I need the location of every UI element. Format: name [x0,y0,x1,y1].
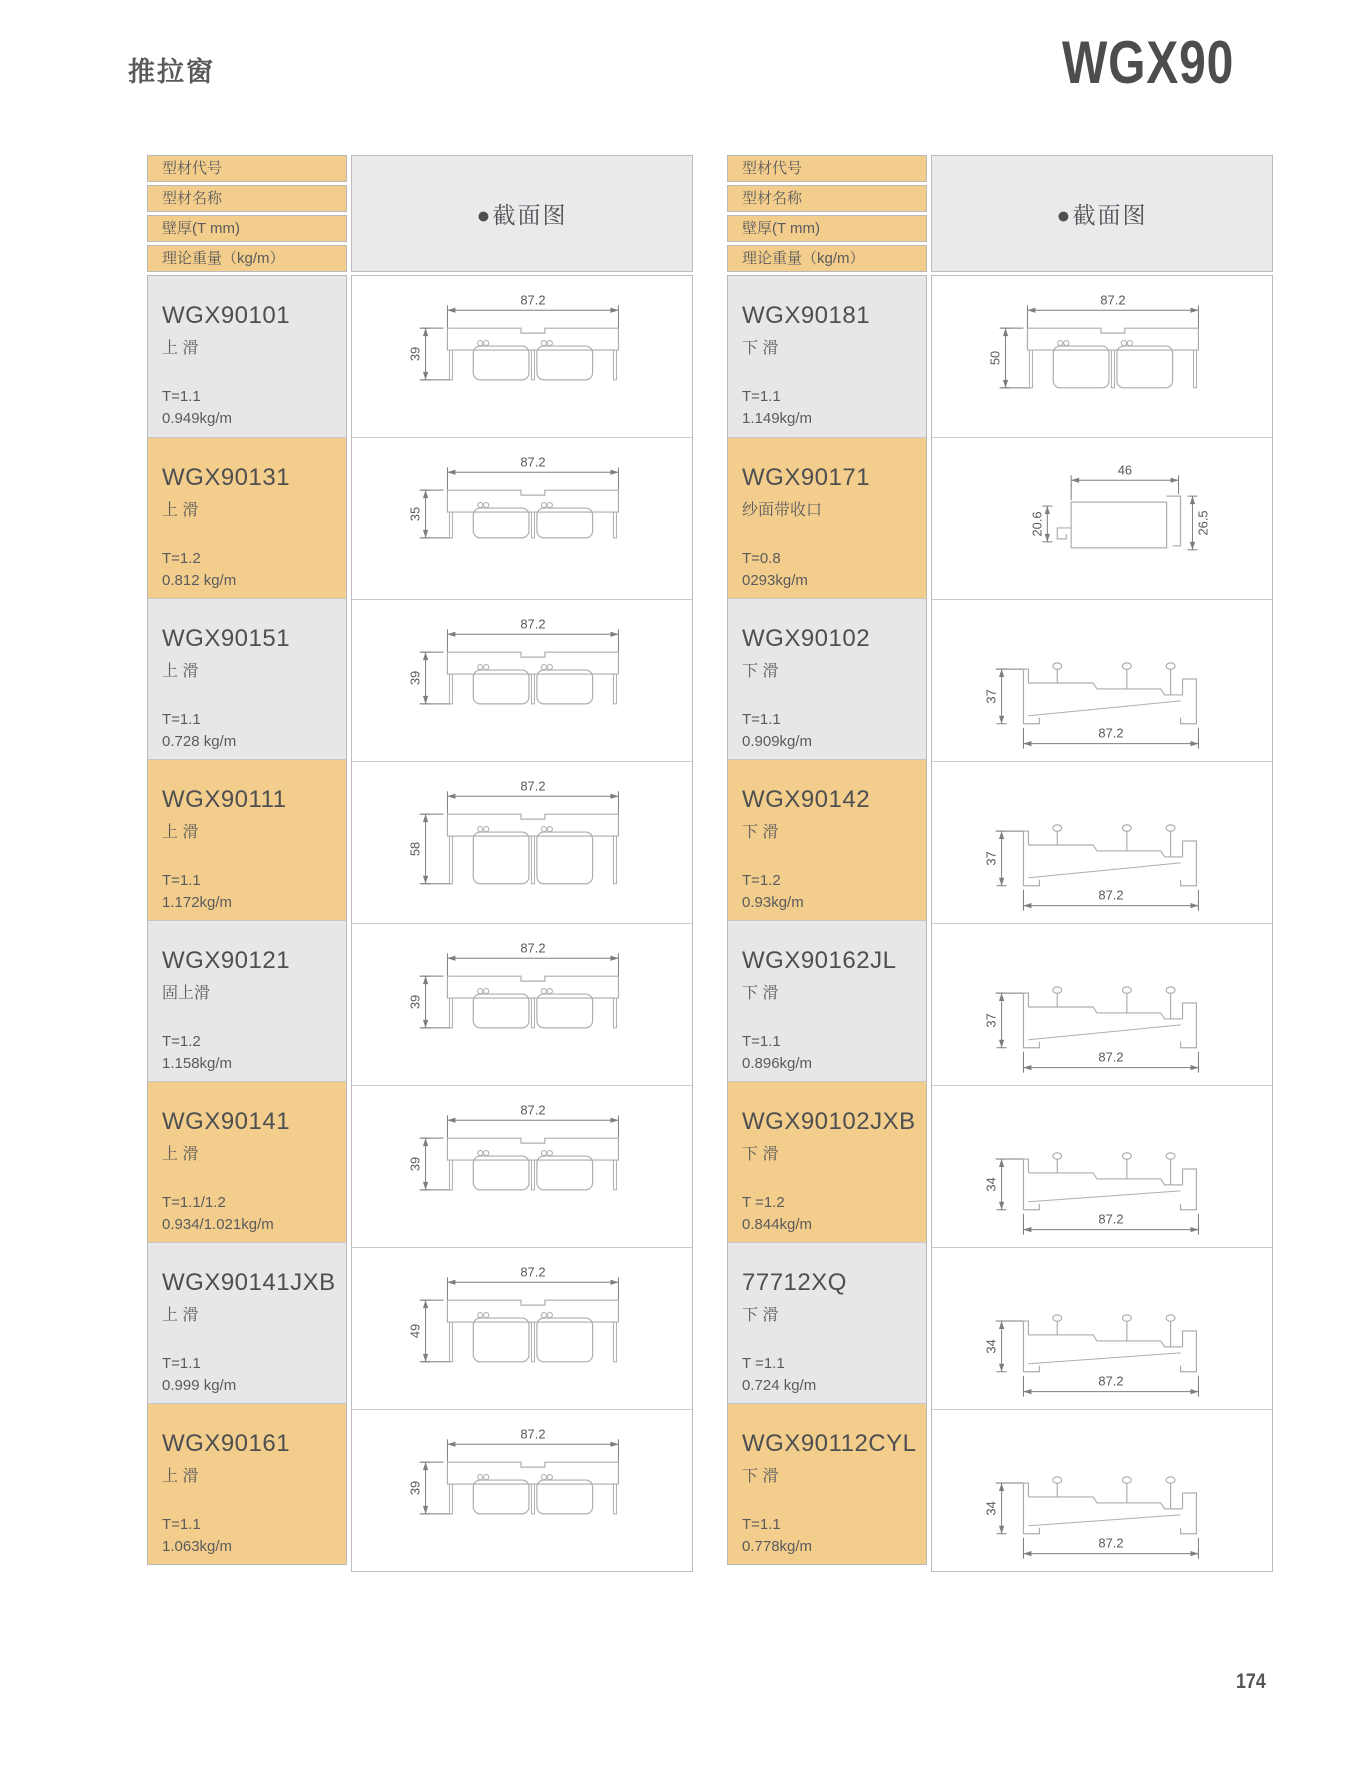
svg-text:87.2: 87.2 [1098,887,1124,903]
svg-text:39: 39 [407,1480,423,1496]
profile-weight: 1.158kg/m [162,1055,233,1072]
header-profile-name: 型材名称 [147,185,347,212]
section-diagram [932,923,1272,1085]
svg-text:46: 46 [1117,462,1133,478]
svg-text:87.2: 87.2 [1098,1049,1124,1065]
section-diagram [932,1409,1272,1571]
svg-text:87.2: 87.2 [520,940,546,956]
profile-code: WGX90142 [742,786,871,813]
section-diagram [932,599,1272,761]
profile-name: 上 滑 [162,1146,199,1163]
profile-code: WGX90111 [162,786,287,813]
profile-code: WGX90151 [162,625,291,652]
profile-code: WGX90141JXB [162,1269,336,1296]
profile-weight: 0.724 kg/m [742,1377,817,1394]
profile-code: 77712XQ [742,1269,847,1296]
svg-text:37: 37 [983,851,999,866]
section-diagram [352,761,692,923]
svg-text:87.2: 87.2 [520,454,546,470]
svg-text:87.2: 87.2 [1098,725,1124,741]
svg-text:87.2: 87.2 [520,1426,546,1442]
profile-row-label [148,1081,346,1242]
profile-row-label [148,1242,346,1403]
page-category: 推拉窗 [128,57,215,87]
svg-text:39: 39 [407,994,423,1010]
profile-weight: 0.778kg/m [742,1538,813,1555]
svg-text:87.2: 87.2 [1098,1373,1124,1389]
profile-thickness: T=1.1 [162,1516,201,1533]
svg-text:34: 34 [983,1339,999,1354]
profile-name: 下 滑 [742,340,779,357]
svg-text:20.6: 20.6 [1029,511,1045,537]
profile-name: 下 滑 [742,1307,779,1324]
profile-name: 下 滑 [742,1468,779,1485]
profile-code: WGX90102 [742,625,871,652]
section-diagram [352,1247,692,1409]
profile-code: WGX90112CYL [742,1430,917,1457]
profile-weight: 0.909kg/m [742,733,813,750]
svg-text:87.2: 87.2 [520,616,546,632]
profile-weight: 0293kg/m [742,572,808,589]
table-body-labels [147,275,347,1565]
svg-text:37: 37 [983,1013,999,1028]
profile-name: 上 滑 [162,1468,199,1485]
svg-text:87.2: 87.2 [520,1264,546,1280]
profile-row-label [148,437,346,598]
svg-text:26.5: 26.5 [1195,510,1211,536]
header-profile-code: 型材代号 [147,155,347,182]
profile-thickness: T=1.1 [742,388,781,405]
profile-thickness: T =1.1 [742,1355,785,1372]
profile-weight: 0.949kg/m [162,410,233,427]
profile-code: WGX90161 [162,1430,291,1457]
profile-name: 上 滑 [162,502,199,519]
table-header-labels [147,155,347,275]
header-theoretical-weight: 理论重量（kg/m） [727,245,927,272]
profile-code: WGX90101 [162,302,291,329]
profile-row-label [148,759,346,920]
profile-weight: 0.844kg/m [742,1216,813,1233]
profile-name: 下 滑 [742,985,779,1002]
profile-thickness: T=1.2 [742,872,781,889]
profile-row-label [148,1403,346,1564]
svg-text:39: 39 [407,346,423,362]
svg-text:34: 34 [983,1177,999,1192]
profile-row-label [728,598,926,759]
profile-row-label [148,920,346,1081]
section-diagram [932,1085,1272,1247]
profile-name: 下 滑 [742,1146,779,1163]
profile-name: 纱面带收口 [742,502,823,519]
svg-text:87.2: 87.2 [520,292,546,308]
table-body-diagrams [931,275,1273,1572]
profile-name: 下 滑 [742,824,779,841]
profile-name: 固上滑 [162,985,211,1002]
profile-code: WGX90141 [162,1108,291,1135]
svg-text:34: 34 [983,1501,999,1516]
table-header-labels [727,155,927,275]
svg-text:39: 39 [407,670,423,686]
profile-code: WGX90131 [162,464,291,491]
profile-row-label [728,759,926,920]
profile-name: 上 滑 [162,340,199,357]
section-diagram [352,923,692,1085]
page-series-title: WGX90 [1061,29,1234,96]
profile-thickness: T=1.1 [742,1516,781,1533]
svg-text:87.2: 87.2 [520,1102,546,1118]
header-profile-code: 型材代号 [727,155,927,182]
profile-row-label [728,1403,926,1564]
profile-thickness: T =1.2 [742,1194,785,1211]
profile-weight: 0.934/1.021kg/m [162,1216,274,1233]
profile-row-label [728,437,926,598]
section-diagram [932,1247,1272,1409]
profile-weight: 1.172kg/m [162,894,233,911]
profile-weight: 1.149kg/m [742,410,813,427]
profile-name: 上 滑 [162,1307,199,1324]
profile-row-label [148,276,346,437]
header-section-view: ●截面图 [351,155,693,272]
svg-text:87.2: 87.2 [520,778,546,794]
header-wall-thickness: 壁厚(T mm) [727,215,927,242]
profile-thickness: T=1.2 [162,550,201,567]
profile-thickness: T=1.1 [742,711,781,728]
profile-name: 下 滑 [742,663,779,680]
profile-code: WGX90171 [742,464,871,491]
profile-code: WGX90162JL [742,947,897,974]
section-diagram [932,276,1272,437]
profile-name: 上 滑 [162,824,199,841]
profile-thickness: T=1.1 [162,711,201,728]
section-diagram [352,599,692,761]
profile-weight: 0.896kg/m [742,1055,813,1072]
section-diagram [352,1409,692,1571]
profile-code: WGX90181 [742,302,871,329]
section-diagram [352,437,692,599]
profile-code: WGX90102JXB [742,1108,916,1135]
profile-thickness: T=1.1 [742,1033,781,1050]
header-profile-name: 型材名称 [727,185,927,212]
table-body-labels [727,275,927,1565]
profile-name: 上 滑 [162,663,199,680]
svg-text:35: 35 [407,506,423,522]
svg-text:87.2: 87.2 [1100,292,1126,308]
profile-thickness: T=0.8 [742,550,781,567]
header-section-view: ●截面图 [931,155,1273,272]
profile-row-label [728,1081,926,1242]
svg-text:37: 37 [983,689,999,704]
svg-text:87.2: 87.2 [1098,1535,1124,1551]
svg-text:39: 39 [407,1156,423,1172]
profile-thickness: T=1.2 [162,1033,201,1050]
section-diagram [352,276,692,437]
svg-text:58: 58 [407,841,423,857]
profile-thickness: T=1.1 [162,1355,201,1372]
profile-weight: 0.93kg/m [742,894,804,911]
profile-weight: 1.063kg/m [162,1538,233,1555]
header-wall-thickness: 壁厚(T mm) [147,215,347,242]
header-theoretical-weight: 理论重量（kg/m） [147,245,347,272]
profile-code: WGX90121 [162,947,291,974]
section-diagram [932,761,1272,923]
profile-row-label [148,598,346,759]
profile-row-label [728,276,926,437]
table-body-diagrams [351,275,693,1572]
section-diagram [932,437,1272,599]
section-diagram [352,1085,692,1247]
page-number: 174 [1236,1670,1266,1693]
svg-text:49: 49 [407,1323,423,1339]
profile-weight: 0.728 kg/m [162,733,237,750]
profile-row-label [728,920,926,1081]
svg-text:50: 50 [987,350,1003,366]
profile-weight: 0.999 kg/m [162,1377,237,1394]
profile-thickness: T=1.1 [162,872,201,889]
profile-row-label [728,1242,926,1403]
profile-thickness: T=1.1/1.2 [162,1194,226,1211]
profile-weight: 0.812 kg/m [162,572,237,589]
profile-thickness: T=1.1 [162,388,201,405]
svg-text:87.2: 87.2 [1098,1211,1124,1227]
